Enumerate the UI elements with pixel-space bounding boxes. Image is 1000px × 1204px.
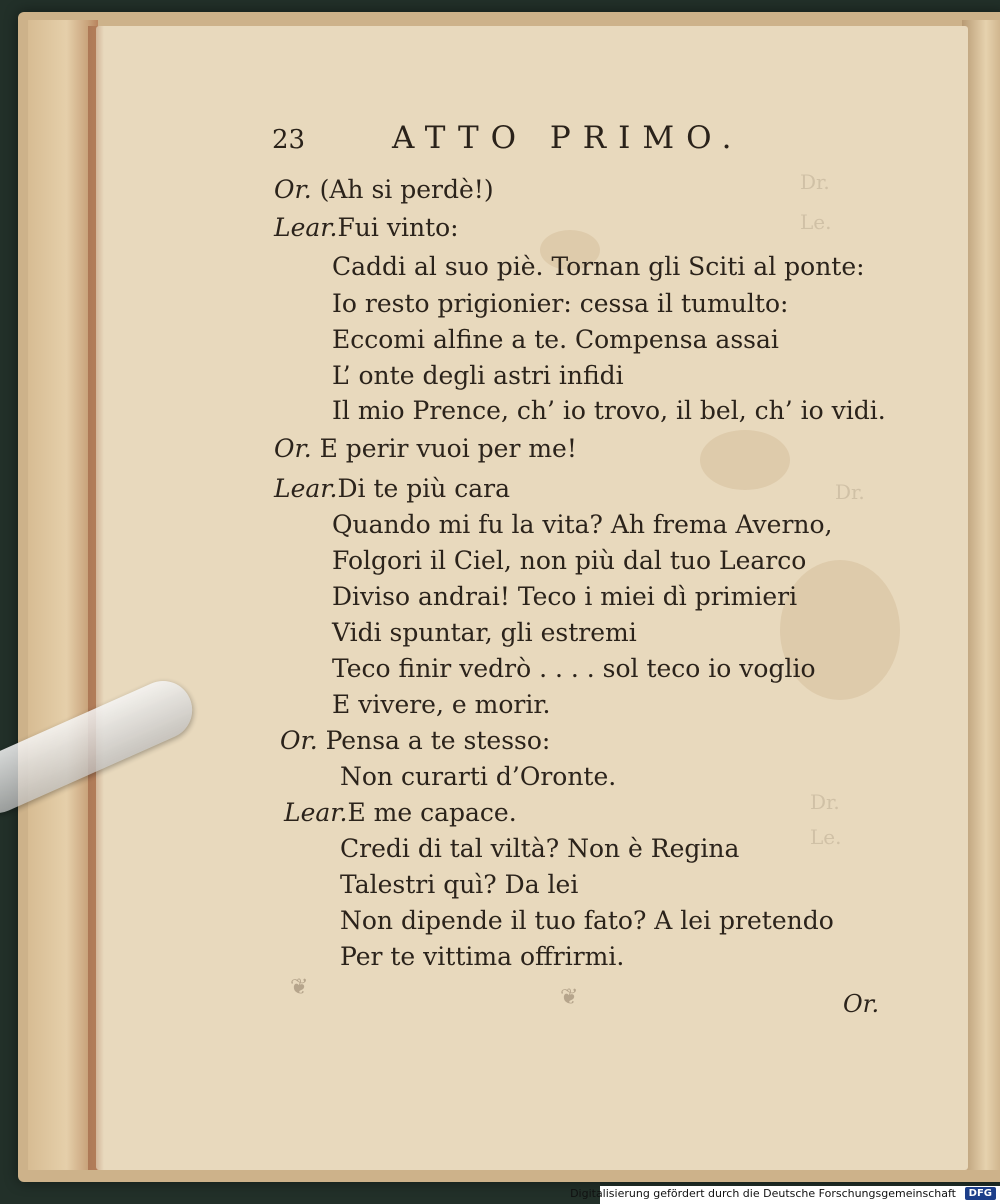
verse-line bbox=[340, 908, 834, 933]
verse-line bbox=[332, 363, 624, 388]
verse-line bbox=[274, 436, 577, 461]
verse-line bbox=[284, 800, 517, 825]
verse-text: Credi di tal viltà? Non è Regina bbox=[340, 834, 740, 863]
bleed-through-text: Le. bbox=[810, 825, 842, 849]
bleed-through-text: Le. bbox=[800, 210, 832, 234]
catchword: Or. bbox=[843, 990, 880, 1018]
verse-line bbox=[274, 476, 510, 501]
verse-line bbox=[274, 177, 494, 202]
dfg-logo: DFG bbox=[965, 1187, 996, 1200]
verse-text: Talestri quì? Da lei bbox=[340, 870, 579, 899]
paper-stain bbox=[700, 430, 790, 490]
verse-text: Folgori il Ciel, non più dal tuo Learco bbox=[332, 546, 807, 575]
verse-line bbox=[340, 764, 616, 789]
verse-text: Non dipende il tuo fato? A lei pretendo bbox=[340, 906, 834, 935]
verse-text: Eccomi alfine a te. Compensa assai bbox=[332, 325, 779, 354]
verse-text: L’ onte degli astri infidi bbox=[332, 361, 624, 390]
verse-line bbox=[332, 398, 886, 423]
verse-line bbox=[332, 291, 788, 316]
verse-line bbox=[340, 836, 739, 861]
verse-text: Quando mi fu la vita? Ah frema Averno, bbox=[332, 510, 833, 539]
verse-line bbox=[332, 656, 816, 681]
verse-text: E perir vuoi per me! bbox=[311, 434, 577, 463]
verse-text: Il mio Prence, ch’ io trovo, il bel, ch’ io vidi. bbox=[332, 396, 886, 425]
verse-text: E me capace. bbox=[347, 798, 517, 827]
speaker-label: Lear. bbox=[274, 213, 338, 242]
printer-ornament-icon: ❦ bbox=[560, 985, 579, 1010]
verse-line bbox=[340, 944, 624, 969]
verse-text: E vivere, e morir. bbox=[332, 690, 551, 719]
verse-line bbox=[332, 692, 550, 717]
bleed-through-text: Dr. bbox=[800, 170, 830, 194]
verse-text: Di te più cara bbox=[337, 474, 511, 503]
verse-line bbox=[340, 872, 578, 897]
printer-ornament-icon: ❦ bbox=[290, 975, 309, 1000]
verse-text: Io resto prigionier: cessa il tumulto: bbox=[332, 289, 789, 318]
verse-line bbox=[332, 327, 779, 352]
verse-text: Per te vittima offrirmi. bbox=[340, 942, 625, 971]
spine-shadow bbox=[88, 26, 104, 1170]
bleed-through-text: Dr. bbox=[835, 480, 865, 504]
verse-text: (Ah si perdè!) bbox=[311, 175, 494, 204]
verse-text: Caddi al suo piè. Tornan gli Sciti al ponte: bbox=[332, 252, 865, 281]
verse-text: Pensa a te stesso: bbox=[317, 726, 551, 755]
page-number: 23 bbox=[272, 125, 306, 155]
speaker-label: Lear. bbox=[274, 474, 338, 503]
verse-text: Fui vinto: bbox=[337, 213, 459, 242]
speaker-label: Lear. bbox=[284, 798, 348, 827]
verse-line bbox=[274, 215, 459, 240]
speaker-label: Or. bbox=[274, 434, 312, 463]
verse-text: Diviso andrai! Teco i miei dì primieri bbox=[332, 582, 798, 611]
speaker-label: Or. bbox=[280, 726, 318, 755]
digitization-credit: Digitalisierung gefördert durch die Deutsche Forschungsgemeinschaft bbox=[570, 1187, 956, 1200]
speaker-label: Or. bbox=[274, 175, 312, 204]
verse-line bbox=[332, 620, 637, 645]
verse-line bbox=[332, 512, 833, 537]
verse-line bbox=[280, 728, 550, 753]
running-title: ATTO PRIMO. bbox=[392, 120, 744, 156]
verse-line bbox=[332, 548, 806, 573]
verse-text: Teco finir vedrò . . . . sol teco io voglio bbox=[332, 654, 816, 683]
verse-line bbox=[332, 254, 865, 279]
verse-text: Non curarti d’Oronte. bbox=[340, 762, 617, 791]
bleed-through-text: Dr. bbox=[810, 790, 840, 814]
verse-text: Vidi spuntar, gli estremi bbox=[332, 618, 637, 647]
verse-line bbox=[332, 584, 797, 609]
